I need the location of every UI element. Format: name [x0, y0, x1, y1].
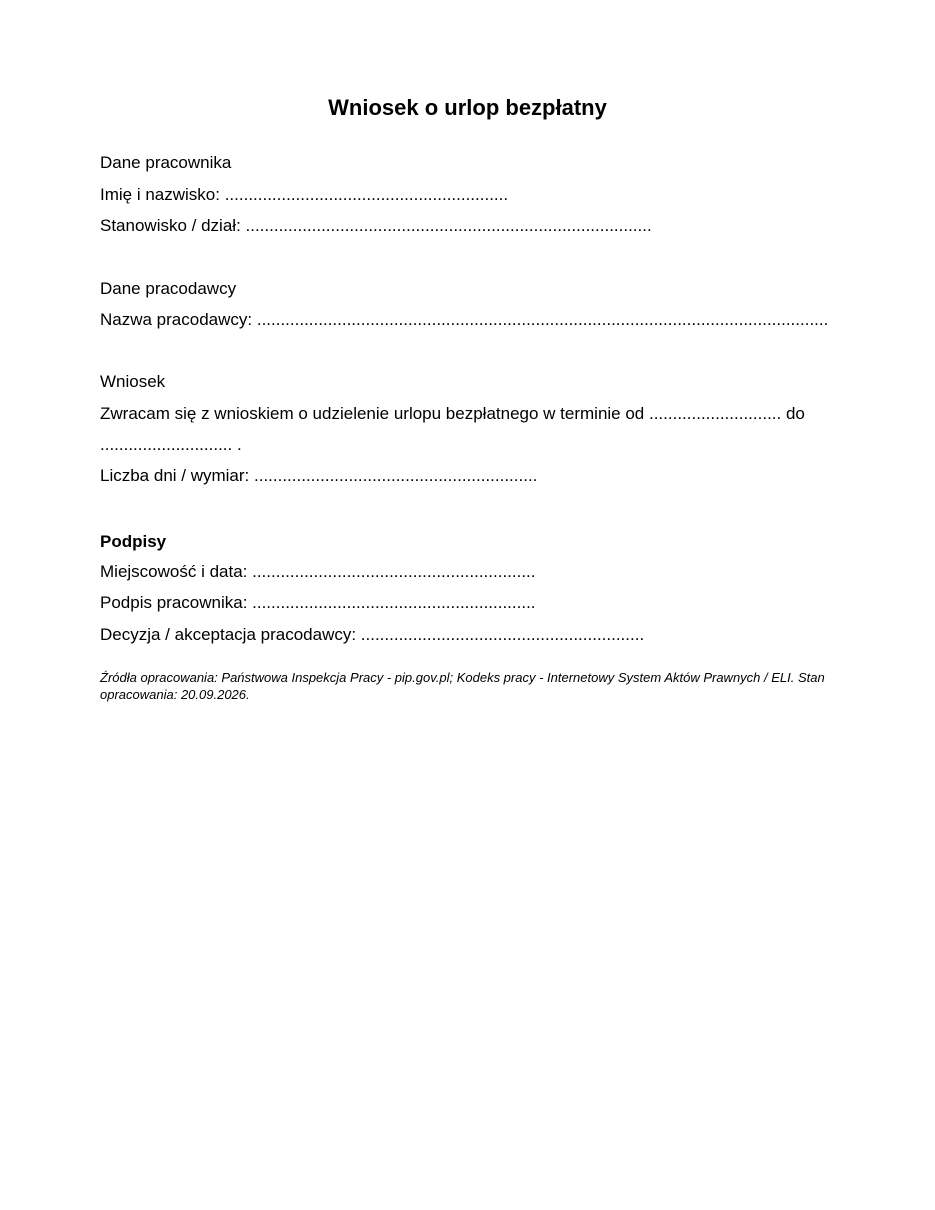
request-body-text: Zwracam się z wnioskiem o udzielenie urlopu bezpłatnego w terminie od ............................ do ............................ . [100, 404, 805, 454]
signatures-section-heading: Podpisy [100, 532, 167, 551]
request-days-field: Liczba dni / wymiar: ............................................................ [100, 466, 538, 485]
sources-footnote: Źródła opracowania: Państwowa Inspekcja Pracy - pip.gov.pl; Kodeks pracy - Internetowy System Aktów Prawnych / ELI. Stan opracowania: 20.09.2026. [100, 670, 825, 702]
document-title: Wniosek o urlop bezpłatny [328, 95, 607, 120]
request-section-heading: Wniosek [100, 372, 166, 391]
employer-section-heading: Dane pracodawcy [100, 279, 237, 298]
employer-decision-field: Decyzja / akceptacja pracodawcy: ............................................................ [100, 625, 645, 644]
employee-position-field: Stanowisko / dział: ...................................................................................... [100, 216, 652, 235]
place-date-field: Miejscowość i data: ............................................................ [100, 562, 536, 581]
employer-name-field: Nazwa pracodawcy: ......................................................................................................................... [100, 310, 829, 329]
employee-signature-field: Podpis pracownika: ............................................................ [100, 593, 536, 612]
employee-section-heading: Dane pracownika [100, 153, 232, 172]
employee-name-field: Imię i nazwisko: ............................................................ [100, 185, 509, 204]
